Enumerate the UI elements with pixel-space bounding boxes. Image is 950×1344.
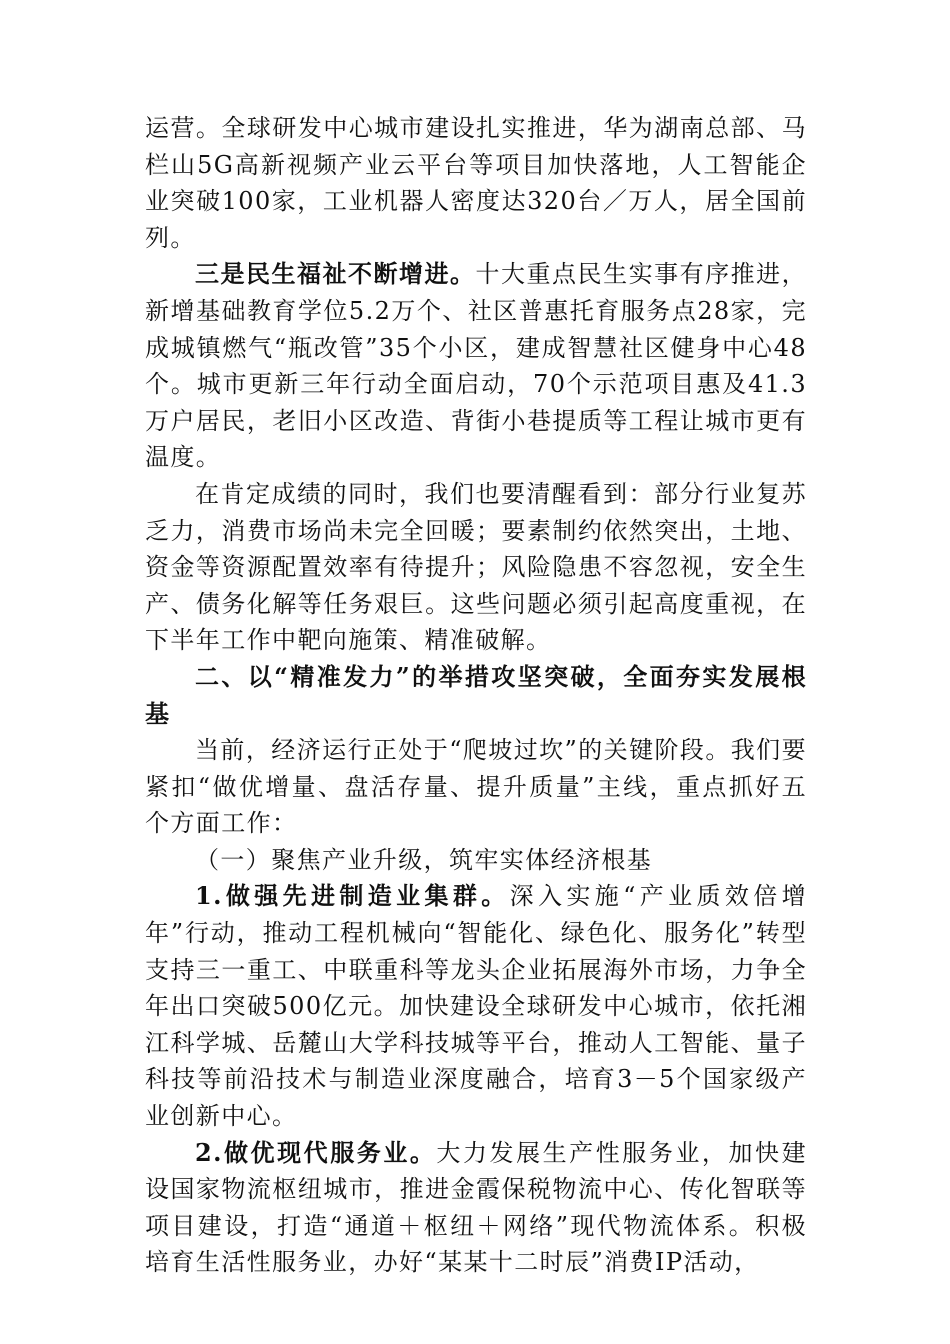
paragraph-lead: 1.做强先进制造业集群。 [195,881,510,911]
paragraph-livelihood [145,256,807,476]
section-heading-2 [145,659,807,732]
paragraph-body: 在肯定成绩的同时，我们也要清醒看到：部分行业复苏乏力，消费市场尚未完全回暖；要素制约依然突出，土地、资金等资源配置效率有待提升；风险隐患不容忽视，安全生产、债务化解等任务艰巨。这些问题必须引起高度重视，在下半年工作中靶向施策、精准破解。 [145,479,807,655]
paragraph-lead: 2.做优现代服务业。 [195,1137,437,1167]
paragraph-services [145,1135,807,1281]
section-heading-text: 二、以“精准发力”的举措攻坚突破，全面夯实发展根基 [145,661,807,728]
paragraph-body: 当前，经济运行正处于“爬坡过坎”的关键阶段。我们要紧扣“做优增量、盘活存量、提升质量”主线，重点抓好五个方面工作： [145,736,807,838]
paragraph-body: 十大重点民生实事有序推进，新增基础教育学位5.2万个、社区普惠托育服务点28家，完成城镇燃气“瓶改管”35个小区，建成智慧社区健身中心48个。城市更新三年行动全面启动，70个示范项目惠及41.3万户居民，老旧小区改造、背街小巷提质等工程让城市更有温度。 [145,260,807,472]
paragraph-continuation [145,110,807,256]
subsection-heading-text: （一）聚焦产业升级，筑牢实体经济根基 [195,845,653,874]
subsection-heading-1 [145,842,807,879]
paragraph-body: 运营。全球研发中心城市建设扎实推进，华为湖南总部、马栏山5G高新视频产业云平台等项目加快落地，人工智能企业突破100家，工业机器人密度达320台／万人，居全国前列。 [145,114,807,252]
paragraph-intro [145,732,807,842]
paragraph-manufacturing [145,878,807,1134]
paragraph-problems [145,476,807,659]
paragraph-body: 大力发展生产性服务业，加快建设国家物流枢纽城市，推进金霞保税物流中心、传化智联等项目建设，打造“通道＋枢纽＋网络”现代物流体系。积极培育生活性服务业，办好“某某十二时辰”消费IP活动， [145,1138,807,1277]
paragraph-lead: 三是民生福祉不断增进。 [195,259,476,289]
paragraph-body: 深入实施“产业质效倍增年”行动，推动工程机械向“智能化、绿色化、服务化”转型支持三一重工、中联重科等龙头企业拓展海外市场，力争全年出口突破500亿元。加快建设全球研发中心城市，依托湘江科学城、岳麓山大学科技城等平台，推动人工智能、量子科技等前沿技术与制造业深度融合，培育3－5个国家级产业创新中心。 [145,882,807,1131]
document-page [145,110,807,1281]
